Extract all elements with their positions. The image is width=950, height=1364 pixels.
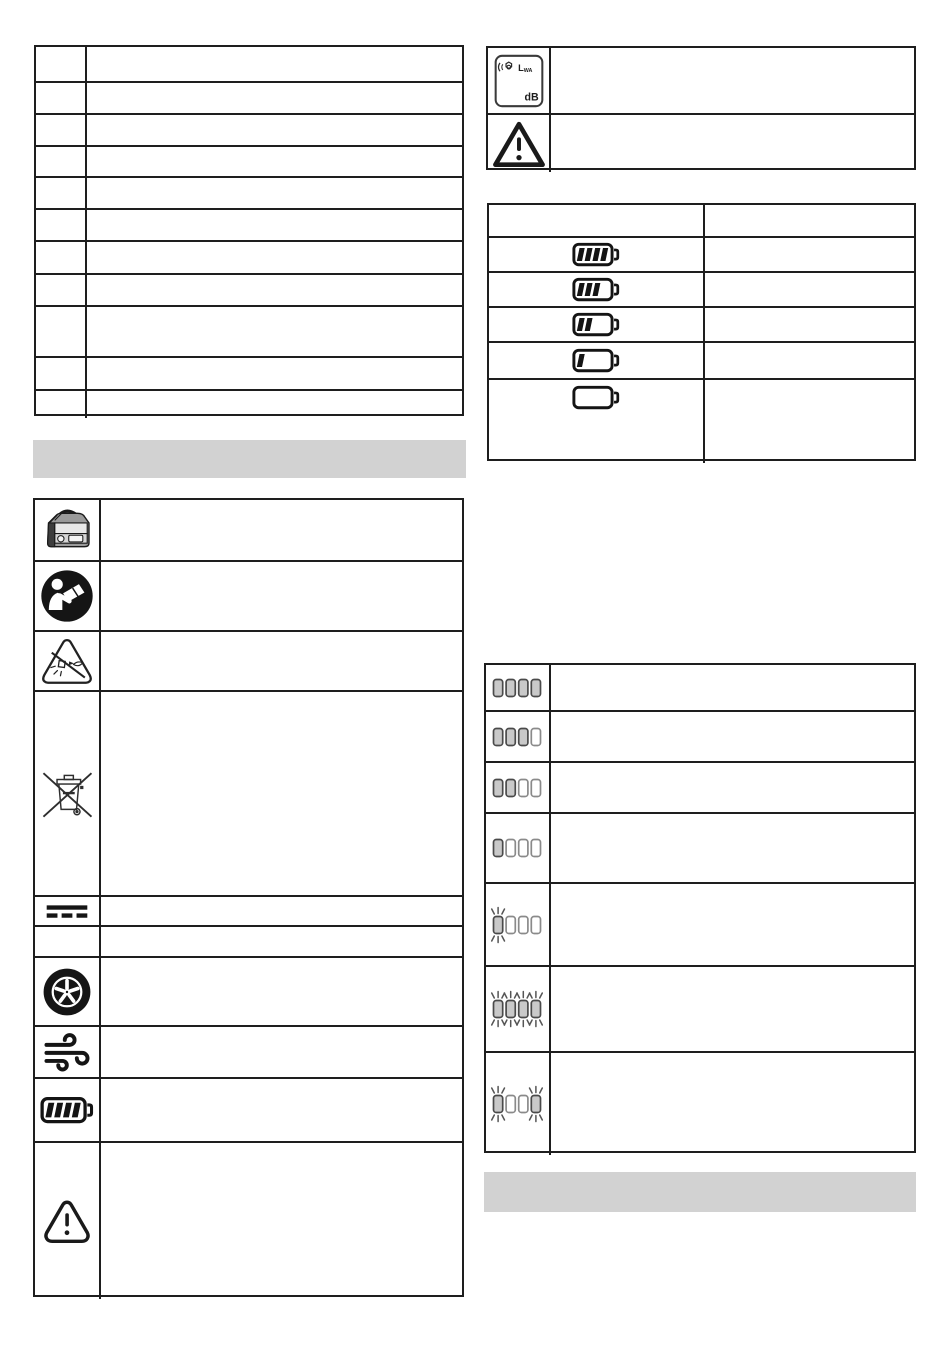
desc-cell <box>87 115 462 145</box>
battery-1-bar-icon <box>572 348 620 373</box>
table-row <box>36 356 462 389</box>
icon-cell <box>488 48 551 113</box>
led-1-blinking-icon <box>490 902 546 948</box>
icon-cell <box>489 238 705 271</box>
table-row <box>36 113 462 145</box>
parts-table <box>34 45 464 416</box>
table-header-row <box>489 205 914 236</box>
ref-cell <box>36 391 87 418</box>
ref-cell <box>36 275 87 305</box>
table-row <box>486 812 914 882</box>
table-row <box>35 1141 462 1299</box>
desc-cell <box>101 897 462 925</box>
desc-cell <box>87 83 462 113</box>
icon-cell <box>486 1053 551 1155</box>
led-2-on-icon <box>490 765 546 811</box>
table-row <box>36 208 462 240</box>
desc-cell <box>101 632 462 690</box>
icon-cell <box>486 665 551 710</box>
table-row <box>36 305 462 356</box>
table-row <box>486 665 914 710</box>
desc-cell <box>87 147 462 176</box>
ref-cell <box>36 242 87 273</box>
icon-cell <box>489 273 705 306</box>
desc-cell <box>87 178 462 208</box>
icon-cell <box>35 562 101 630</box>
warning-rounded-icon <box>42 1197 92 1245</box>
icon-cell <box>486 763 551 812</box>
icon-cell <box>35 897 101 925</box>
battery-level-table <box>487 203 916 461</box>
desc-cell <box>705 380 914 463</box>
symbols-table <box>33 498 464 1297</box>
icon-cell <box>486 712 551 761</box>
table-row <box>36 47 462 81</box>
desc-cell <box>551 763 914 812</box>
desc-cell <box>551 884 914 965</box>
ref-cell <box>36 147 87 176</box>
table-row <box>35 500 462 560</box>
table-row <box>35 560 462 630</box>
ref-cell <box>36 115 87 145</box>
led-outer-blinking-icon <box>490 1081 546 1127</box>
table-row <box>35 690 462 895</box>
do-not-stare-light-icon <box>40 636 94 686</box>
icon-cell <box>35 1143 101 1299</box>
battery-4-bars-icon <box>572 242 620 267</box>
desc-cell <box>101 1027 462 1077</box>
desc-cell <box>705 273 914 306</box>
desc-cell <box>551 665 914 710</box>
labels-table <box>486 46 916 170</box>
table-row <box>35 895 462 925</box>
battery-3-bars-icon <box>572 277 620 302</box>
desc-cell <box>87 242 462 273</box>
table-row <box>35 630 462 690</box>
ref-cell <box>36 210 87 240</box>
table-row <box>35 956 462 1025</box>
battery-2-bars-icon <box>572 312 620 337</box>
header-cell <box>705 205 914 236</box>
section-header-bar <box>33 440 466 478</box>
desc-cell <box>551 967 914 1051</box>
icon-cell <box>488 115 551 172</box>
icon-cell <box>489 343 705 378</box>
desc-cell <box>87 307 462 356</box>
battery-0-bars-icon <box>572 385 620 410</box>
table-row <box>486 710 914 761</box>
warning-triangle-icon <box>492 120 546 168</box>
desc-cell <box>87 358 462 389</box>
ref-cell <box>36 307 87 356</box>
led-1-on-icon <box>490 825 546 871</box>
table-row <box>486 1051 914 1155</box>
ref-cell <box>36 47 87 81</box>
desc-cell <box>551 115 914 172</box>
table-row <box>489 306 914 341</box>
battery-full-icon <box>40 1096 94 1124</box>
desc-cell <box>101 562 462 630</box>
ref-cell <box>36 178 87 208</box>
ref-cell <box>36 358 87 389</box>
icon-cell <box>35 1027 101 1077</box>
read-manual-icon <box>39 568 95 624</box>
desc-cell <box>101 1143 462 1299</box>
desc-cell <box>101 1079 462 1141</box>
desc-cell <box>87 210 462 240</box>
desc-cell <box>551 712 914 761</box>
tire-icon <box>41 966 93 1018</box>
desc-cell <box>87 275 462 305</box>
desc-cell <box>101 500 462 560</box>
led-3-on-icon <box>490 714 546 760</box>
table-row <box>488 48 914 113</box>
led-indicator-table <box>484 663 916 1153</box>
desc-cell <box>551 814 914 882</box>
led-all-blinking-icon <box>490 986 546 1032</box>
desc-cell <box>705 308 914 341</box>
airflow-icon <box>42 1031 92 1073</box>
table-row <box>36 145 462 176</box>
table-row <box>35 1077 462 1141</box>
desc-cell <box>705 238 914 271</box>
desc-cell <box>705 343 914 378</box>
led-4-on-icon <box>490 665 546 711</box>
sound-power-lwa-text: LWA <box>517 62 532 74</box>
dc-current-icon <box>45 903 89 920</box>
desc-cell <box>87 391 462 418</box>
ref-cell <box>36 83 87 113</box>
desc-cell <box>87 47 462 81</box>
icon-cell <box>486 884 551 965</box>
table-row <box>489 236 914 271</box>
sound-power-db-text: dB <box>524 90 539 103</box>
icon-cell <box>489 380 705 463</box>
icon-cell <box>489 308 705 341</box>
table-row <box>486 882 914 965</box>
table-row <box>486 761 914 812</box>
desc-cell <box>101 958 462 1025</box>
weee-crossed-bin-icon <box>38 765 96 823</box>
table-row <box>36 389 462 418</box>
table-row <box>36 273 462 305</box>
icon-cell <box>486 967 551 1051</box>
section-header-bar <box>484 1172 916 1212</box>
table-row <box>36 176 462 208</box>
desc-cell <box>551 48 914 113</box>
table-row <box>35 1025 462 1077</box>
desc-cell <box>551 1053 914 1155</box>
table-row <box>486 965 914 1051</box>
table-row <box>488 113 914 172</box>
desc-cell <box>101 927 462 956</box>
table-row <box>489 341 914 378</box>
sound-power-label-icon <box>494 54 544 108</box>
icon-cell <box>35 500 101 560</box>
table-row <box>35 925 462 956</box>
icon-cell <box>35 927 101 956</box>
icon-cell <box>35 692 101 895</box>
table-row <box>36 240 462 273</box>
table-row <box>36 81 462 113</box>
icon-cell <box>35 958 101 1025</box>
icon-cell <box>486 814 551 882</box>
icon-cell <box>35 632 101 690</box>
desc-cell <box>101 692 462 895</box>
product-device-icon <box>38 505 96 555</box>
icon-cell <box>35 1079 101 1141</box>
table-row <box>489 378 914 463</box>
table-row <box>489 271 914 306</box>
header-cell <box>489 205 705 236</box>
